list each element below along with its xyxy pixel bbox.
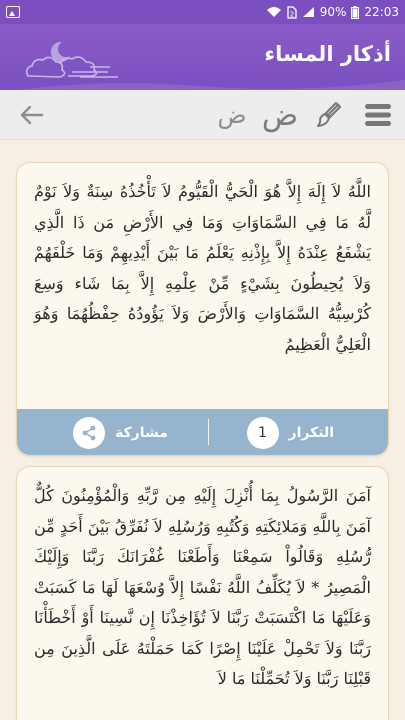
- repeat-counter[interactable]: [247, 417, 334, 449]
- repeat-count[interactable]: 1: [247, 417, 279, 449]
- wifi-icon: [266, 6, 282, 18]
- signal-icon: [302, 6, 315, 18]
- repeat-label: التكرار: [288, 425, 334, 441]
- toolbar: [0, 90, 405, 140]
- zikr-card: [16, 162, 389, 456]
- increase-font-button[interactable]: ض: [261, 97, 299, 133]
- footer-divider: [208, 419, 209, 445]
- decrease-font-button[interactable]: ض: [217, 101, 247, 129]
- battery-percent: 90%: [319, 5, 347, 19]
- status-right: [266, 5, 399, 19]
- paint-brush-icon: [314, 101, 342, 129]
- share-icon: [73, 417, 105, 449]
- theme-brush-button[interactable]: [308, 90, 348, 140]
- back-arrow-icon: [20, 105, 44, 125]
- battery-icon: [351, 6, 359, 19]
- menu-button[interactable]: [358, 90, 398, 140]
- page-title: أذكار المساء: [264, 42, 391, 66]
- gallery-icon: [6, 6, 20, 18]
- zikr-card: [16, 466, 389, 720]
- back-button[interactable]: [14, 90, 50, 140]
- share-button[interactable]: [73, 417, 168, 449]
- app-bar: [0, 24, 405, 90]
- status-bar: [0, 0, 405, 24]
- card-footer: [17, 409, 388, 455]
- status-time: 22:03: [364, 5, 399, 19]
- zikr-text: اللَّهُ لاَ إِلَهَ إِلاَّ هُوَ الْحَيُّ الْقَيُّومُ لاَ تَأْخُذُهُ سِنَةٌ وَلاَ نَوْمٌ لَّهُ مَا فِي السَّمَاوَاتِ وَمَا فِي الأَرْضِ مَن ذَا الَّذِي يَشْفَعُ عِنْدَهُ إِلاَّ بِإِذْنِهِ يَعْلَمُ مَا بَيْنَ أَيْدِيهِمْ وَمَا خَلْفَهُمْ وَلاَ يُحِيطُونَ بِشَيْءٍ مِّنْ عِلْمِهِ إِلاَّ بِمَا شَاء وَسِعَ كُرْسِيُّهُ السَّمَاوَاتِ وَالأَرْضَ وَلاَ يَؤُودُهُ حِفْظُهُمَا وَهُوَ الْعَلِيُّ الْعَظِيمُ: [34, 182, 372, 354]
- share-label: مشاركة: [115, 425, 168, 441]
- sim-icon: [287, 6, 297, 19]
- sim-badge: 2: [289, 10, 294, 18]
- status-left: [6, 6, 20, 18]
- zikr-text: آمَنَ الرَّسُولُ بِمَا أُنْزِلَ إِلَيْهِ مِن رَّبِّهِ وَالْمُؤْمِنُونَ كُلٌّ آمَنَ بِاللَّهِ وَمَلائِكَتِهِ وَكُتُبِهِ وَرُسُلِهِ لاَ نُفَرِّقُ بَيْنَ أَحَدٍ مِّن رُّسُلِهِ وَقَالُواْ سَمِعْنَا وَأَطَعْنَا غُفْرَانَكَ رَبَّنَا وَإِلَيْكَ الْمَصِيرُ * لاَ يُكَلِّفُ اللَّهُ نَفْسًا إِلاَّ وُسْعَهَا لَهَا مَا كَسَبَتْ وَعَلَيْهَا مَا اكْتَسَبَتْ رَبَّنَا لاَ تُؤَاخِذْنَا إِن نَّسِينَا أَوْ أَخْطَأْنَا رَبَّنَا وَلاَ تَحْمِلْ عَلَيْنَا إِصْرًا كَمَا حَمَلْتَهُ عَلَى الَّذِينَ مِن قَبْلِنَا رَبَّنَا وَلاَ تُحَمِّلْنَا مَا لاَ: [34, 486, 371, 688]
- hamburger-menu-icon: [365, 103, 391, 127]
- header-wave: [0, 74, 405, 90]
